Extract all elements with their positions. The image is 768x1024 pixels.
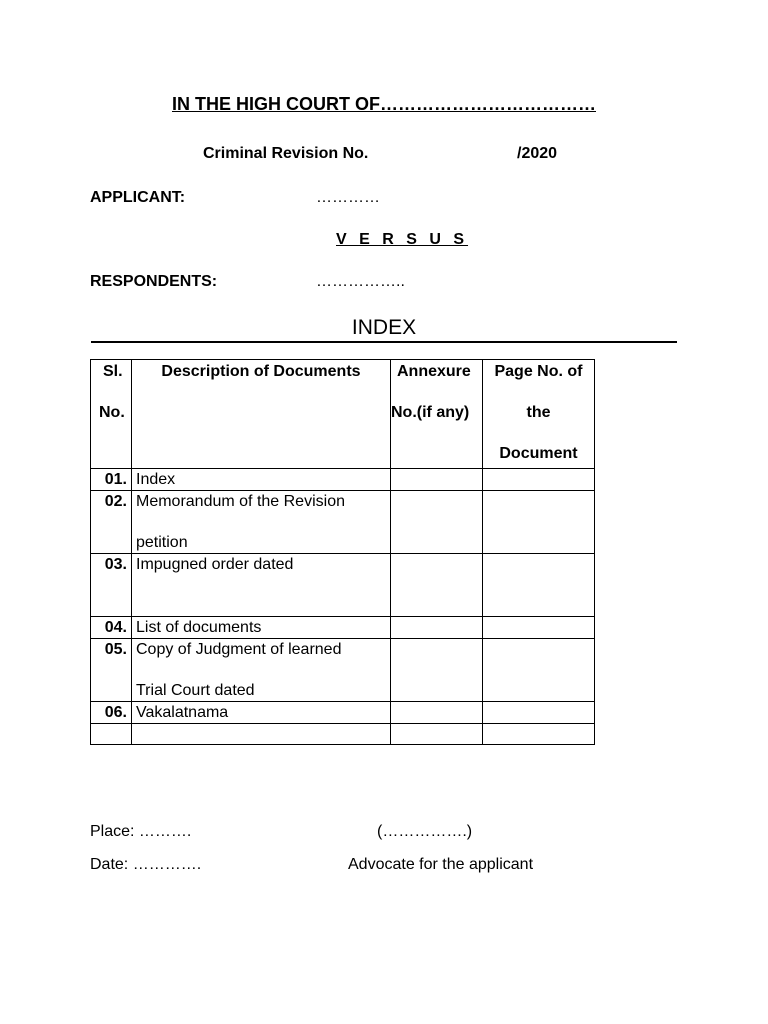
column-header-sl-line: No. <box>99 404 125 421</box>
column-header-annexure-line: Annexure <box>397 363 471 380</box>
row-description-line: Trial Court dated <box>136 682 255 699</box>
column-header-page-no <box>483 360 595 469</box>
row-annexure <box>391 491 483 554</box>
revision-label: Criminal Revision No. <box>203 145 369 162</box>
row-annexure <box>391 469 483 491</box>
date-line: Date: …………. <box>90 856 202 873</box>
row-sl-number: 04. <box>91 617 132 639</box>
row-sl-number: 03. <box>91 554 132 617</box>
row-annexure <box>391 702 483 724</box>
column-header-description <box>132 360 391 469</box>
advocate-label: Advocate for the applicant <box>348 856 534 873</box>
row-description <box>132 469 391 491</box>
revision-year: /2020 <box>517 145 558 162</box>
signature-blank: (…………….) <box>377 823 473 840</box>
row-description <box>132 702 391 724</box>
row-description <box>132 639 391 702</box>
row-description <box>132 491 391 554</box>
table-row <box>91 702 595 724</box>
column-header-sl <box>91 360 132 469</box>
versus-label: V E R S U S <box>336 231 469 248</box>
column-header-sl-line: Sl. <box>103 363 123 380</box>
row-sl-number: 06. <box>91 702 132 724</box>
place-line: Place: ………. <box>90 823 192 840</box>
row-description-gap <box>136 660 386 680</box>
row-description-line: Memorandum of the Revision <box>136 493 345 510</box>
column-header-annexure-line: No.(if any) <box>391 404 470 421</box>
index-table <box>90 359 595 745</box>
table-row <box>91 724 595 745</box>
row-page-no <box>483 702 595 724</box>
row-sl-number: 02. <box>91 491 132 554</box>
row-page-no <box>483 469 595 491</box>
row-page-no <box>483 724 595 745</box>
row-page-no <box>483 554 595 617</box>
row-annexure <box>391 617 483 639</box>
column-header-page-no-line: Document <box>499 445 578 462</box>
row-description-gap <box>136 512 386 532</box>
table-row <box>91 491 595 554</box>
row-description-line: List of documents <box>136 619 262 636</box>
row-page-no <box>483 617 595 639</box>
index-header-row <box>91 360 595 469</box>
row-annexure <box>391 639 483 702</box>
row-description <box>132 554 391 617</box>
column-header-page-no-line: Page No. of <box>494 363 583 380</box>
column-header-page-no-line: the <box>526 404 551 421</box>
applicant-label: APPLICANT: <box>90 189 186 206</box>
respondents-value: …………….. <box>316 273 405 290</box>
respondents-label: RESPONDENTS: <box>90 273 218 290</box>
table-row <box>91 554 595 617</box>
row-sl-number: 01. <box>91 469 132 491</box>
row-sl-number: 05. <box>91 639 132 702</box>
row-description-line: Vakalatnama <box>136 704 229 721</box>
table-row <box>91 469 595 491</box>
applicant-value: ………… <box>316 189 380 206</box>
row-sl-number <box>91 724 132 745</box>
row-description <box>132 617 391 639</box>
index-title: INDEX <box>351 316 417 339</box>
row-page-no <box>483 491 595 554</box>
row-description <box>132 724 391 745</box>
row-annexure <box>391 554 483 617</box>
column-header-annexure <box>391 360 483 469</box>
row-description-line: Index <box>136 471 176 488</box>
row-annexure <box>391 724 483 745</box>
table-row <box>91 617 595 639</box>
column-header-description-line: Description of Documents <box>161 363 361 380</box>
court-title: IN THE HIGH COURT OF……………………………… <box>172 94 596 114</box>
row-description-line: petition <box>136 534 188 551</box>
row-description-line: Copy of Judgment of learned <box>136 641 342 658</box>
index-rule <box>91 341 677 343</box>
table-row <box>91 639 595 702</box>
row-page-no <box>483 639 595 702</box>
row-description-line: Impugned order dated <box>136 556 294 573</box>
